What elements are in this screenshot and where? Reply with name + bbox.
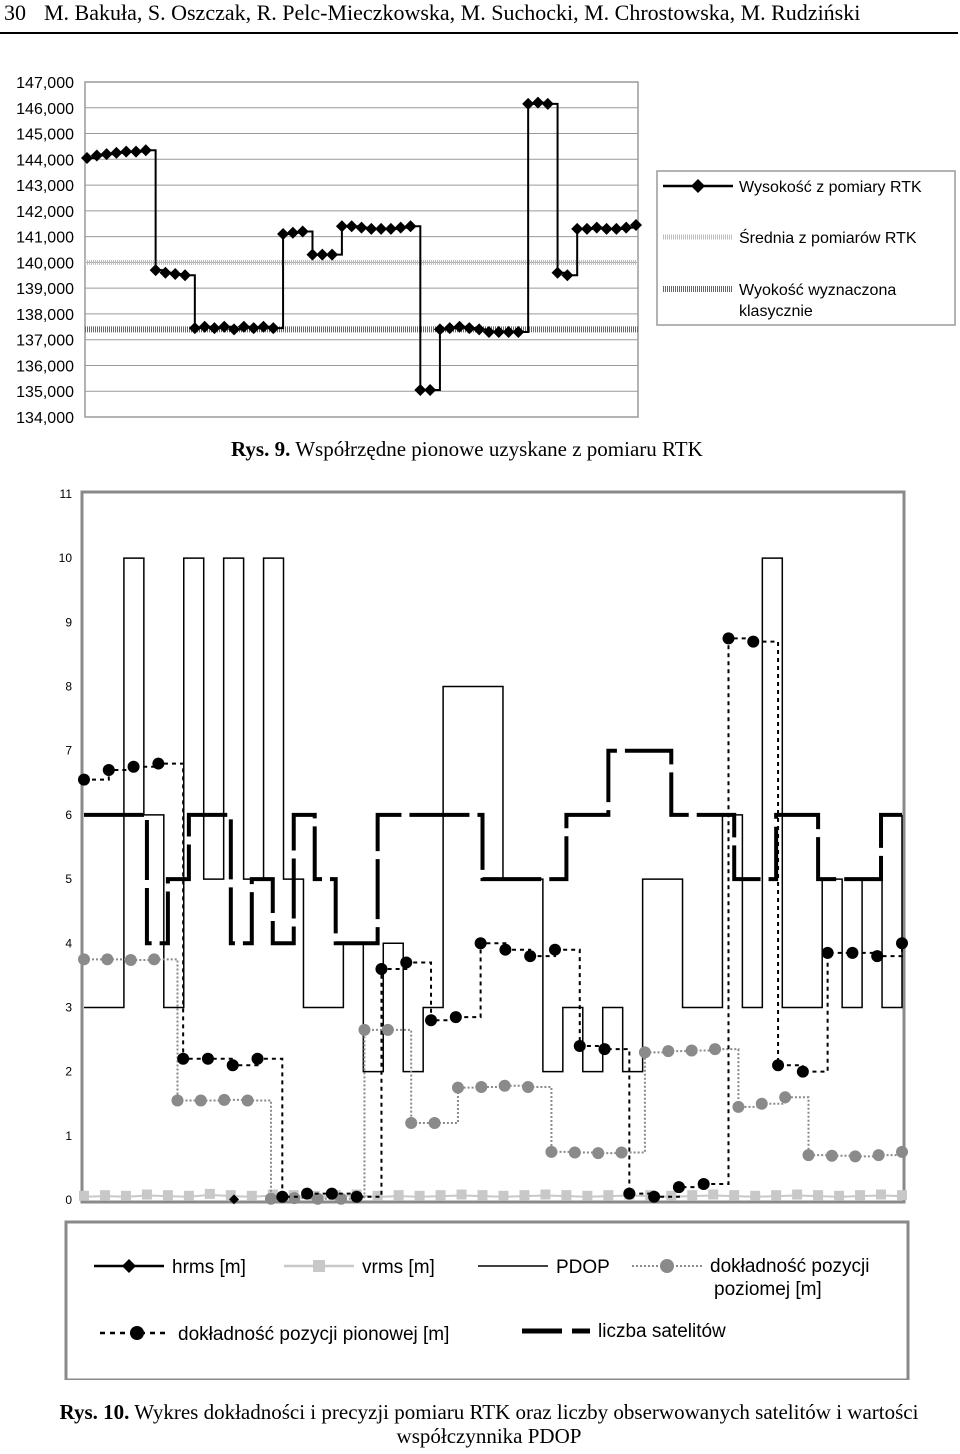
horizontal-accuracy-point — [779, 1091, 791, 1103]
vertical-accuracy-point — [252, 1053, 264, 1065]
legend-label: poziomej [m] — [714, 1279, 822, 1300]
vrms-point — [687, 1190, 697, 1200]
vertical-accuracy-point — [301, 1188, 313, 1200]
vertical-accuracy-point — [772, 1059, 784, 1071]
vertical-accuracy-point — [524, 950, 536, 962]
vrms-point — [729, 1190, 739, 1200]
figure-9-label: Rys. 9. — [231, 437, 291, 461]
legend-marker-vertical — [130, 1326, 144, 1340]
vertical-accuracy-point — [326, 1188, 338, 1200]
vrms-point — [813, 1190, 823, 1200]
y-tick-label: 141,000 — [16, 229, 74, 247]
figure-10-caption — [24, 1400, 954, 1448]
legend-label: Średnia z pomiarów RTK — [739, 230, 917, 247]
vertical-accuracy-point — [475, 937, 487, 949]
vertical-accuracy-point — [450, 1011, 462, 1023]
vertical-accuracy-point — [574, 1040, 586, 1052]
vrms-point — [436, 1190, 446, 1200]
vertical-accuracy-point — [425, 1014, 437, 1026]
y-tick-label: 137,000 — [16, 332, 74, 350]
vrms-point — [540, 1190, 550, 1200]
horizontal-accuracy-point — [195, 1095, 207, 1107]
y-tick-label: 145,000 — [16, 126, 74, 144]
y-tick-label: 147,000 — [16, 75, 74, 92]
y-tick-label: 2 — [65, 1064, 72, 1079]
vrms-point — [876, 1190, 886, 1200]
horizontal-accuracy-point — [522, 1081, 534, 1093]
vrms-point — [184, 1191, 194, 1201]
vertical-accuracy-point — [797, 1066, 809, 1078]
vrms-point — [163, 1190, 173, 1200]
vertical-accuracy-point — [152, 758, 164, 770]
horizontal-accuracy-point — [78, 953, 90, 965]
y-tick-label: 144,000 — [16, 152, 74, 170]
horizontal-accuracy-point — [849, 1150, 861, 1162]
legend-label: PDOP — [556, 1257, 610, 1278]
horizontal-accuracy-point — [896, 1146, 908, 1158]
vertical-accuracy-point — [276, 1191, 288, 1203]
horizontal-accuracy-point — [405, 1117, 417, 1129]
vrms-point — [478, 1190, 488, 1200]
legend-label: dokładność pozycji — [710, 1256, 870, 1277]
vertical-accuracy-point — [351, 1191, 363, 1203]
horizontal-accuracy-point — [265, 1193, 277, 1205]
horizontal-accuracy-point — [592, 1147, 604, 1159]
horizontal-accuracy-point — [873, 1149, 885, 1161]
vertical-accuracy-point — [202, 1053, 214, 1065]
horizontal-accuracy-point — [826, 1150, 838, 1162]
vrms-point — [561, 1190, 571, 1200]
horizontal-accuracy-point — [803, 1149, 815, 1161]
y-tick-label: 143,000 — [16, 178, 74, 196]
vertical-accuracy-point — [128, 761, 140, 773]
legend-label: vrms [m] — [362, 1257, 435, 1278]
vertical-accuracy-point — [103, 764, 115, 776]
vrms-point — [205, 1189, 215, 1199]
y-tick-label: 8 — [65, 679, 72, 694]
horizontal-accuracy-point — [382, 1024, 394, 1036]
vertical-accuracy-point — [648, 1191, 660, 1203]
y-tick-label: 10 — [58, 551, 72, 566]
y-tick-label: 146,000 — [16, 100, 74, 118]
horizontal-accuracy-point — [452, 1082, 464, 1094]
y-tick-label: 140,000 — [16, 255, 74, 273]
horizontal-accuracy-point — [709, 1043, 721, 1055]
y-tick-label: 136,000 — [16, 358, 74, 376]
horizontal-accuracy-point — [662, 1045, 674, 1057]
vrms-point — [498, 1191, 508, 1201]
horizontal-accuracy-point — [171, 1095, 183, 1107]
vertical-accuracy-point — [871, 950, 883, 962]
vertical-accuracy-point — [549, 944, 561, 956]
vrms-point — [750, 1191, 760, 1201]
vertical-accuracy-point — [822, 947, 834, 959]
vertical-accuracy-point — [722, 632, 734, 644]
vrms-point — [457, 1190, 467, 1200]
vrms-point — [792, 1190, 802, 1200]
horizontal-accuracy-point — [242, 1095, 254, 1107]
vertical-accuracy-point — [400, 957, 412, 969]
horizontal-accuracy-point — [569, 1147, 581, 1159]
y-tick-label: 7 — [65, 743, 72, 758]
vrms-point — [708, 1190, 718, 1200]
figure-10-label: Rys. 10. — [59, 1400, 130, 1424]
vertical-accuracy-point — [623, 1188, 635, 1200]
horizontal-accuracy-point — [756, 1098, 768, 1110]
horizontal-accuracy-point — [101, 953, 113, 965]
vrms-point — [247, 1191, 257, 1201]
legend-label: Wyokość wyznaczona — [739, 282, 897, 299]
vertical-accuracy-point — [896, 937, 908, 949]
y-tick-labels — [16, 75, 74, 427]
horizontal-accuracy-point — [288, 1192, 300, 1204]
figure-9-chart — [0, 60, 960, 490]
vrms-point — [519, 1190, 529, 1200]
horizontal-accuracy-point — [639, 1046, 651, 1058]
horizontal-accuracy-point — [429, 1117, 441, 1129]
y-tick-label: 9 — [65, 615, 72, 630]
horizontal-accuracy-point — [499, 1080, 511, 1092]
legend-marker-horizontal — [660, 1259, 674, 1273]
vrms-point — [142, 1190, 152, 1200]
horizontal-accuracy-point — [545, 1146, 557, 1158]
vrms-point — [771, 1190, 781, 1200]
y-tick-label: 138,000 — [16, 306, 74, 324]
legend-label: hrms [m] — [172, 1257, 246, 1278]
y-tick-label: 0 — [65, 1193, 72, 1207]
horizontal-accuracy-point — [475, 1081, 487, 1093]
y-tick-label: 4 — [65, 936, 72, 951]
vrms-point — [100, 1190, 110, 1200]
vertical-accuracy-point — [698, 1178, 710, 1190]
vertical-accuracy-point — [599, 1043, 611, 1055]
horizontal-accuracy-point — [616, 1147, 628, 1159]
horizontal-accuracy-point — [218, 1094, 230, 1106]
y-tick-label: 134,000 — [16, 410, 74, 427]
vertical-accuracy-point — [673, 1181, 685, 1193]
horizontal-accuracy-point — [358, 1024, 370, 1036]
header-rule — [0, 32, 958, 34]
y-tick-label: 139,000 — [16, 281, 74, 299]
figure-9-text: Współrzędne pionowe uzyskane z pomiaru RTK — [295, 437, 703, 461]
vertical-accuracy-point — [177, 1053, 189, 1065]
horizontal-accuracy-point — [732, 1101, 744, 1113]
vertical-accuracy-point — [846, 947, 858, 959]
vrms-point — [834, 1191, 844, 1201]
legend-label: klasycznie — [739, 303, 813, 320]
figure-9-caption — [231, 437, 703, 462]
vertical-accuracy-point — [227, 1059, 239, 1071]
y-tick-label: 135,000 — [16, 384, 74, 402]
y-tick-label: 3 — [65, 1000, 72, 1015]
horizontal-accuracy-point — [148, 953, 160, 965]
y-tick-label: 1 — [65, 1128, 72, 1143]
figure-10-chart — [0, 480, 960, 1380]
vertical-accuracy-point — [375, 963, 387, 975]
y-tick-label: 142,000 — [16, 203, 74, 221]
vertical-accuracy-point — [499, 944, 511, 956]
vrms-point — [121, 1191, 131, 1201]
vrms-point — [394, 1190, 404, 1200]
vrms-point — [582, 1191, 592, 1201]
legend-label: liczba satelitów — [598, 1321, 726, 1342]
authors-line: M. Bakuła, S. Oszczak, R. Pelc-Mieczkowska, M. Suchocki, M. Chrostowska, M. Rudziński — [44, 0, 861, 25]
vrms-point — [897, 1190, 907, 1200]
legend-label: Wysokość z pomiary RTK — [739, 179, 922, 196]
legend-box — [66, 1222, 908, 1380]
vrms-point — [603, 1190, 613, 1200]
y-tick-label: 11 — [59, 487, 72, 501]
horizontal-accuracy-point — [125, 954, 137, 966]
legend — [657, 171, 955, 325]
y-tick-labels — [59, 487, 73, 1207]
vrms-point — [415, 1191, 425, 1201]
page-header — [0, 0, 960, 36]
plot-area — [85, 82, 638, 417]
legend-marker-vrms — [313, 1260, 325, 1272]
vertical-accuracy-point — [747, 636, 759, 648]
figure-10-text: Wykres dokładności i precyzji pomiaru RTK oraz liczby obserwowanych satelitów i wartości współczynnika PDOP — [134, 1400, 919, 1448]
vrms-point — [855, 1190, 865, 1200]
y-tick-label: 6 — [65, 807, 72, 822]
vrms-point — [79, 1191, 89, 1201]
vertical-accuracy-point — [78, 774, 90, 786]
page-number: 30 — [4, 0, 26, 25]
horizontal-accuracy-point — [686, 1044, 698, 1056]
y-tick-label: 5 — [65, 872, 72, 887]
legend-label: dokładność pozycji pionowej [m] — [178, 1324, 450, 1345]
